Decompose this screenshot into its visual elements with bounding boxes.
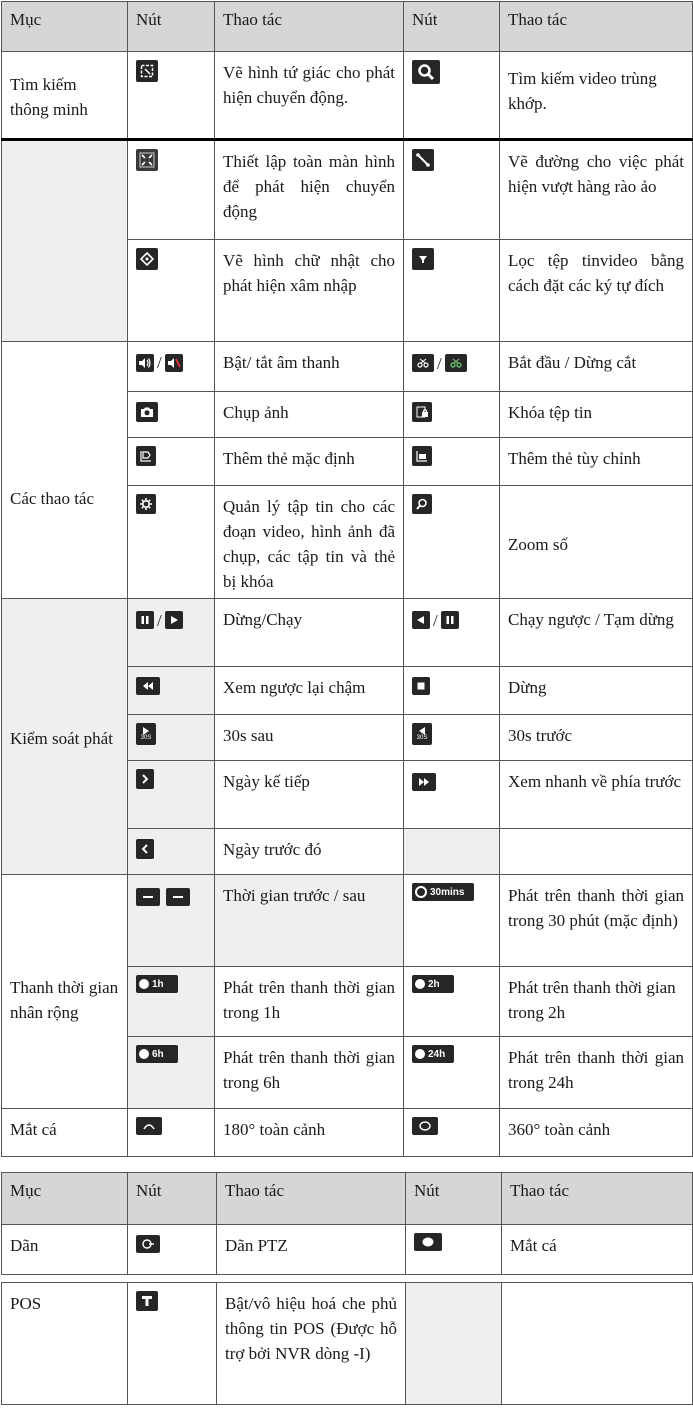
timeline-2h-icon[interactable] [412, 975, 454, 993]
category-pos: POS [2, 1283, 128, 1405]
category-playback: Kiểm soát phát [2, 599, 128, 875]
timeline-1h-icon[interactable] [136, 975, 178, 993]
category-smart-search: Tìm kiếm thông minh [2, 52, 128, 140]
header-thao-tac: Thao tác [215, 2, 404, 52]
action-text: Phát trên thanh thời gian trong 2h [500, 967, 693, 1037]
category-fisheye: Mắt cá [2, 1109, 128, 1157]
action-text: Thêm thẻ mặc định [215, 438, 404, 486]
action-text: Ngày kế tiếp [215, 761, 404, 829]
timeline-30mins-icon[interactable] [412, 883, 474, 901]
action-text: Dừng/Chạy [215, 599, 404, 667]
action-text: 30s sau [215, 715, 404, 761]
header-muc: Mục [2, 2, 128, 52]
table-header-row [2, 2, 693, 52]
header-thao-tac: Thao tác [217, 1173, 406, 1225]
forward-30s-icon[interactable] [136, 723, 156, 745]
file-manager-icon[interactable] [136, 494, 156, 514]
slow-rewind-icon[interactable] [136, 677, 160, 695]
reverse-play-icon[interactable] [412, 611, 430, 629]
draw-rectangle-icon[interactable] [136, 248, 158, 270]
action-text: Chạy ngược / Tạm dừng [500, 599, 693, 667]
action-text: Bật/ tắt âm thanh [215, 342, 404, 392]
panorama-360-icon[interactable] [412, 1117, 438, 1135]
action-text: Mắt cá [502, 1225, 693, 1275]
table-row [2, 875, 693, 967]
action-text: Phát trên thanh thời gian trong 24h [500, 1037, 693, 1109]
timeline-forward-icon[interactable] [166, 888, 190, 906]
action-text: Dãn PTZ [217, 1225, 406, 1275]
category-operations: Các thao tác [2, 342, 128, 599]
header-thao-tac-2: Thao tác [500, 2, 693, 52]
action-text: Thời gian trước / sau [215, 875, 404, 967]
table-row: Kiểm soát phát / Dừng/Chạy / Chạy ngược / Tạm dừng [2, 599, 693, 667]
table-row: Các thao tác / Bật/ tắt âm thanh / Bắt đầu / Dừng cắt [2, 342, 693, 392]
action-text: Phát trên thanh thời gian trong 6h [215, 1037, 404, 1109]
clip-stop-icon[interactable] [445, 354, 467, 372]
header-nut: Nút [128, 2, 215, 52]
filter-icon[interactable] [412, 248, 434, 270]
custom-tag-icon[interactable] [412, 446, 432, 466]
next-day-icon[interactable] [136, 769, 154, 789]
timeline-24h-icon[interactable] [412, 1045, 454, 1063]
fast-forward-icon[interactable] [412, 773, 436, 791]
controls-table-1 [1, 1, 693, 1157]
pos-overlay-icon[interactable] [136, 1291, 158, 1311]
action-text: 180° toàn cảnh [215, 1109, 404, 1157]
lock-file-icon[interactable] [412, 402, 432, 422]
action-text: Bắt đầu / Dừng cắt [500, 342, 693, 392]
action-text: Thiết lập toàn màn hình để phát hiện chuyển động [215, 140, 404, 240]
action-text: Dừng [500, 667, 693, 715]
action-text: Khóa tệp tin [500, 392, 693, 438]
icon-label: 6h [152, 1048, 164, 1060]
category-timeline: Thanh thời gian nhân rộng [2, 875, 128, 1109]
action-text [500, 829, 693, 875]
table-row [2, 1225, 693, 1275]
icon-label: 2h [428, 978, 440, 990]
header-nut-2: Nút [406, 1173, 502, 1225]
action-text: Bật/vô hiệu hoá che phủ thông tin POS (Được hỗ trợ bởi NVR dòng -I) [217, 1283, 406, 1405]
ptz-dewarp-icon[interactable] [136, 1235, 160, 1253]
stop-icon[interactable] [412, 677, 430, 695]
table-header-row [2, 1173, 693, 1225]
camera-icon[interactable] [136, 402, 158, 422]
icon-label: 30mins [430, 886, 465, 898]
icon-label: 30S [140, 734, 152, 741]
header-nut: Nút [128, 1173, 217, 1225]
action-text: Tìm kiếm video trùng khớp. [500, 52, 693, 140]
back-30s-icon[interactable] [412, 723, 432, 745]
category-dewarp: Dãn [2, 1225, 128, 1275]
clip-start-icon[interactable] [412, 354, 434, 372]
draw-line-icon[interactable] [412, 149, 434, 171]
action-text: Xem nhanh về phía trước [500, 761, 693, 829]
action-text: Ngày trước đó [215, 829, 404, 875]
action-text: Xem ngược lại chậm [215, 667, 404, 715]
table-row [2, 140, 693, 240]
pause-icon[interactable] [136, 611, 154, 629]
category-continuation [2, 140, 128, 342]
header-muc: Mục [2, 1173, 128, 1225]
table-row [2, 1109, 693, 1157]
action-text: Phát trên thanh thời gian trong 1h [215, 967, 404, 1037]
audio-on-icon[interactable] [136, 354, 154, 372]
action-text: Chụp ảnh [215, 392, 404, 438]
fullscreen-detect-icon[interactable] [136, 149, 158, 171]
timeline-back-icon[interactable] [136, 888, 160, 906]
table-row [2, 52, 693, 140]
action-text: 360° toàn cảnh [500, 1109, 693, 1157]
icon-label: 24h [428, 1048, 446, 1060]
action-text: 30s trước [500, 715, 693, 761]
previous-day-icon[interactable] [136, 839, 154, 859]
icon-label: 1h [152, 978, 164, 990]
digital-zoom-icon[interactable] [412, 494, 432, 514]
controls-table-2 [1, 1172, 693, 1405]
pause-icon[interactable] [441, 611, 459, 629]
timeline-6h-icon[interactable] [136, 1045, 178, 1063]
search-icon[interactable] [412, 60, 440, 84]
icon-label: 30S [416, 734, 428, 741]
table-row [2, 1283, 693, 1405]
draw-quadrilateral-icon[interactable] [136, 60, 158, 82]
panorama-180-icon[interactable] [136, 1117, 162, 1135]
fisheye-icon[interactable] [414, 1233, 442, 1251]
action-text: Zoom số [500, 486, 693, 599]
action-text: Quản lý tập tin cho các đoạn video, hình ảnh đã chụp, các tập tin và thẻ bị khóa [215, 486, 404, 599]
play-icon[interactable] [165, 611, 183, 629]
audio-off-icon[interactable] [165, 354, 183, 372]
header-nut-2: Nút [404, 2, 500, 52]
action-text: Lọc tệp tinvideo bằng cách đặt các ký tự đích [500, 240, 693, 342]
action-text: Vẽ đường cho việc phát hiện vượt hàng rào ảo [500, 140, 693, 240]
action-text: Thêm thẻ tùy chỉnh [500, 438, 693, 486]
action-text: Vẽ hình tứ giác cho phát hiện chuyển động. [215, 52, 404, 140]
action-text: Vẽ hình chữ nhật cho phát hiện xâm nhập [215, 240, 404, 342]
header-thao-tac-2: Thao tác [502, 1173, 693, 1225]
action-text: Phát trên thanh thời gian trong 30 phút (mặc định) [500, 875, 693, 967]
default-tag-icon[interactable] [136, 446, 156, 466]
